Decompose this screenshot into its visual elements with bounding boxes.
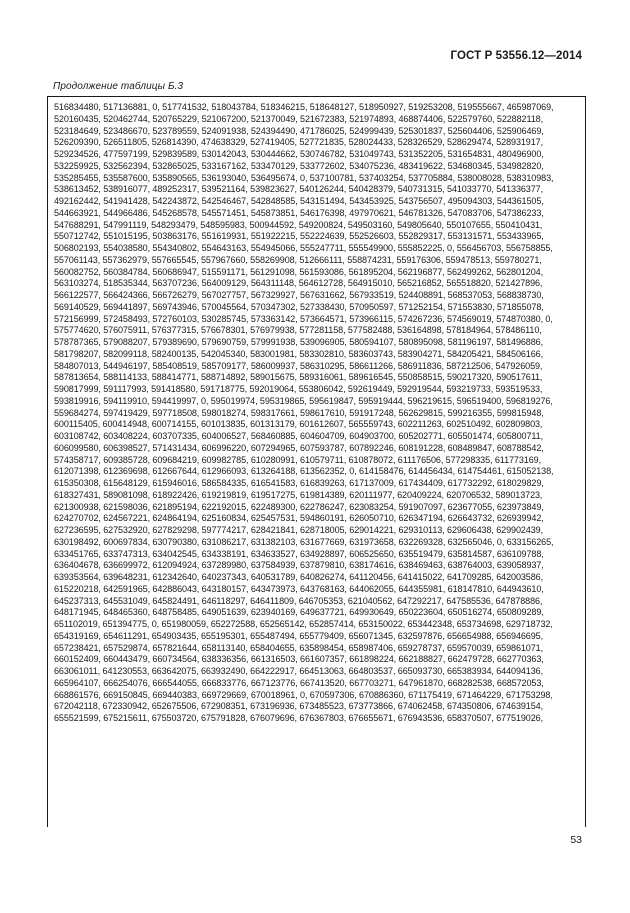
table-continuation-caption: Продолжение таблицы Б.3 <box>53 81 184 92</box>
data-table <box>47 96 586 827</box>
table-cell-values: 516834480, 517136881, 0, 517741532, 518043784, 518346215, 518648127, 518950927, 519253208, 519555667, 465987069, 520160435, 520462744, 520765229, 521067200, 521370049, 521672383, 521974893, 468874406, 522579760, 522882118, 523184649, 523486670, 523789559, 524091938, 524394490, 471786025, 524999439, 525301837, 525604406, 525906469, 526209390, 526511805, 526814390, 474638329, 527419405, 527721835, 528024433, 528326529, 528629474, 528931917, 529234526, 477597199, 529839589, 530142043, 530444662, 530746782, 531049743, 531352205, 531654831, 480496900, 532259925, 532562394, 532865025, 533167162, 533470129, 533772602, 534075236, 483419622, 534680345, 534982820, 535285455, 535587600, 535890565, 536193040, 536495674, 0, 537100781, 537403254, 537705884, 538008028, 538310983, 538613452, 538916077, 489252317, 539521164, 539823627, 540126244, 540428379, 540731315, 541033770, 541336377, 492162442, 541941428, 542243872, 542546467, 542848585, 543151494, 543453925, 543756507, 495094303, 544361505, 544663921, 544966486, 545268578, 545571451, 545873851, 546176398, 497970621, 546781326, 547083706, 547386233, 547688291, 547991119, 548293479, 548595983, 500944592, 549200824, 549503160, 549805640, 550107655, 550410431, 550712742, 551015195, 503863176, 551619931, 551922215, 552224639, 552526603, 552829317, 553131571, 553433965, 506802193, 554038580, 554340802, 554643163, 554945066, 555247711, 555549900, 555852225, 0, 556456703, 556758855, 557061143, 557362979, 557665545, 557967660, 558269908, 512666111, 558874231, 559176306, 559478513, 559780271, 560082752, 560384784, 560686947, 515591171, 561291098, 561593086, 561895204, 562196877, 562499262, 562801204, 563103274, 518535344, 563707236, 564009129, 564311148, 564612728, 564915010, 565216852, 565518820, 521427896, 566122577, 566424366, 566726279, 567027757, 567329927, 567631662, 567933519, 524408891, 568537053, 568838730, 569140529, 569441897, 569743946, 570045564, 570347302, 527338430, 570950597, 571252154, 571553830, 571855078, 572156999, 572458493, 572760103, 530285745, 573363142, 573664571, 573966115, 574267236, 574569019, 574870380, 0, 575774620, 576075911, 576377315, 576678301, 576979938, 577281158, 577582488, 536164898, 578184964, 578486110, 578787365, 579088207, 579389690, 579690759, 579991938, 539096905, 580594107, 580895098, 581196197, 581496886, 581798207, 582099118, 582400135, 542045340, 583001981, 583302810, 583603743, 583904271, 584205421, 584506166, 584807013, 544946197, 585408519, 585709177, 586009937, 586310295, 586611266, 586911836, 587212506, 547926059, 587813654, 588114133, 588414771, 588714892, 589015675, 589316061, 589616545, 550858515, 590217320, 590517611, 590817999, 591117993, 591418580, 591718775, 592019064, 553806042, 592619449, 592919544, 593219733, 593519533, 593819916, 594119910, 594419997, 0, 595019974, 595319865, 595619847, 595919444, 596219615, 596519400, 596819276, 559684274, 597419429, 597718508, 598018274, 598317661, 598617610, 591917248, 562629815, 599216355, 599815948, 600115405, 600414948, 600714155, 601013835, 601313179, 601612607, 565559743, 602211263, 602510492, 602809803, 603108742, 603408224, 603707335, 604006527, 568460885, 604604709, 604903700, 605202771, 605501474, 605800711, 606099580, 606398527, 571431434, 606996220, 607294965, 607593787, 607892246, 608191228, 608489847, 608788542, 574358717, 609385728, 609684219, 609982785, 610280991, 610579711, 610878072, 611176506, 577298335, 611773169, 612071398, 612369698, 612667644, 612966093, 613264188, 613562352, 0, 614158476, 614456434, 614754461, 615052138, 615350308, 615648129, 615946016, 586584335, 616541583, 616839263, 617137009, 617434409, 617732292, 618029829, 618327431, 589081098, 618922426, 619219819, 619517275, 619814389, 620111977, 620409224, 620706532, 589013723, 621300938, 621598036, 621895194, 622192015, 622489300, 622786247, 623083254, 591907097, 623677055, 623973849, 624270702, 624567221, 624864194, 625160834, 625457531, 594860191, 626050710, 626347194, 626643732, 626939942, 627236595, 627532920, 627829298, 597774217, 628421841, 628718005, 629014221, 629310113, 629606438, 629902439, 630198492, 600697834, 630790380, 631086217, 631382103, 631677669, 631973658, 632269328, 632565046, 0, 633156265, 633451765, 633747313, 634042545, 634338191, 634633527, 634928897, 606525650, 635519479, 635814587, 636109788, 636404678, 636699972, 612094924, 637289980, 637584939, 637879810, 638174616, 638469463, 638764003, 639058937, 639353564, 639648231, 612342640, 640237343, 640531789, 640826274, 641120456, 641415022, 641709285, 642003586, 615220218, 642591965, 642886043, 643180157, 643473973, 643768163, 644062055, 644355981, 618147810, 644943610, 645237313, 645531049, 645824491, 646118297, 646411809, 646705353, 621040562, 647292217, 647585536, 647878886, 648171945, 648465360, 648758485, 649051639, 623940169, 649637721, 649930649, 650223604, 650516274, 650809289, 651102019, 651394775, 0, 651980059, 652272588, 652565142, 652857414, 653150022, 653442348, 653734698, 629718732, 654319169, 654611291, 654903435, 655195301, 655487494, 655779409, 656071345, 632597876, 656654988, 656946695, 657238421, 657529874, 657821644, 658113140, 658404655, 635898454, 658987406, 659278737, 659570039, 659861071, 660152409, 660443479, 660734564, 638336356, 661316503, 661607357, 661898224, 662188827, 662479728, 662770363, 663061011, 641230553, 663642075, 663932490, 664222917, 664513063, 664803537, 665093730, 665383934, 644094136, 665964107, 666254076, 666544055, 666833776, 667123776, 667413520, 667703271, 647961870, 668282538, 668572053, 668861576, 669150845, 669440383, 669729669, 670018961, 0, 670597306, 670886360, 671175419, 671464229, 671753298, 672042118, 672330942, 652675506, 672908351, 673196936, 673485523, 673773866, 674062458, 674350806, 674639154, 655521599, 675215611, 675503720, 675791828, 676079696, 676367803, 676655671, 676943536, 658370507, 677519026, <box>54 102 554 723</box>
page-number: 53 <box>570 834 582 846</box>
document-standard-header: ГОСТ Р 53556.12—2014 <box>450 50 582 62</box>
